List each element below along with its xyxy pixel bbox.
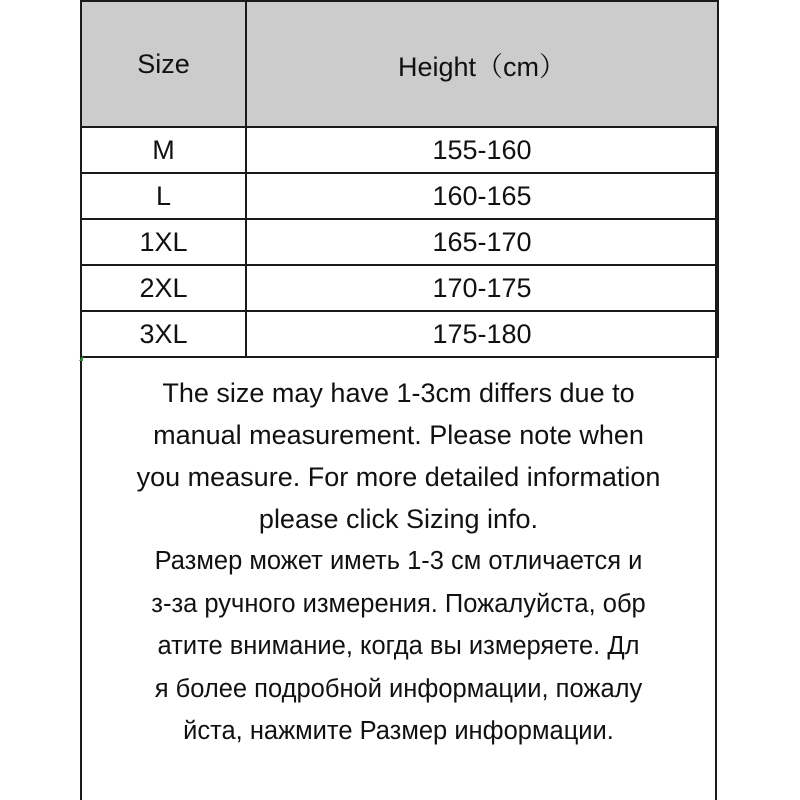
table-header-row — [81, 1, 718, 127]
size-cell: 1XL — [81, 219, 246, 265]
table-row — [81, 219, 718, 265]
size-cell: 2XL — [81, 265, 246, 311]
height-cell: 160-165 — [246, 173, 718, 219]
note-russian: Размер может иметь 1-3 см отличается и з-за ручного измерения. Пожалуйста, обр атите внимание, когда вы измеряете. Дл я более подробной информации, пожалу йста, нажмите Размер информации. — [151, 547, 646, 745]
table-row — [81, 173, 718, 219]
table-row — [81, 127, 718, 173]
size-cell: L — [81, 173, 246, 219]
height-cell: 165-170 — [246, 219, 718, 265]
table-row — [81, 311, 718, 357]
height-cell: 175-180 — [246, 311, 718, 357]
measurement-note — [82, 372, 715, 753]
size-chart-table — [80, 0, 719, 358]
table-row — [81, 265, 718, 311]
column-header-height: Height（cm） — [246, 1, 718, 127]
height-cell: 155-160 — [246, 127, 718, 173]
height-cell: 170-175 — [246, 265, 718, 311]
note-english: The size may have 1-3cm differs due to manual measurement. Please note when you measure. For more detailed information please click Sizing info. — [136, 378, 661, 534]
size-cell: 3XL — [81, 311, 246, 357]
size-cell: M — [81, 127, 246, 173]
column-header-size: Size — [81, 1, 246, 127]
corner-mark — [79, 355, 83, 361]
